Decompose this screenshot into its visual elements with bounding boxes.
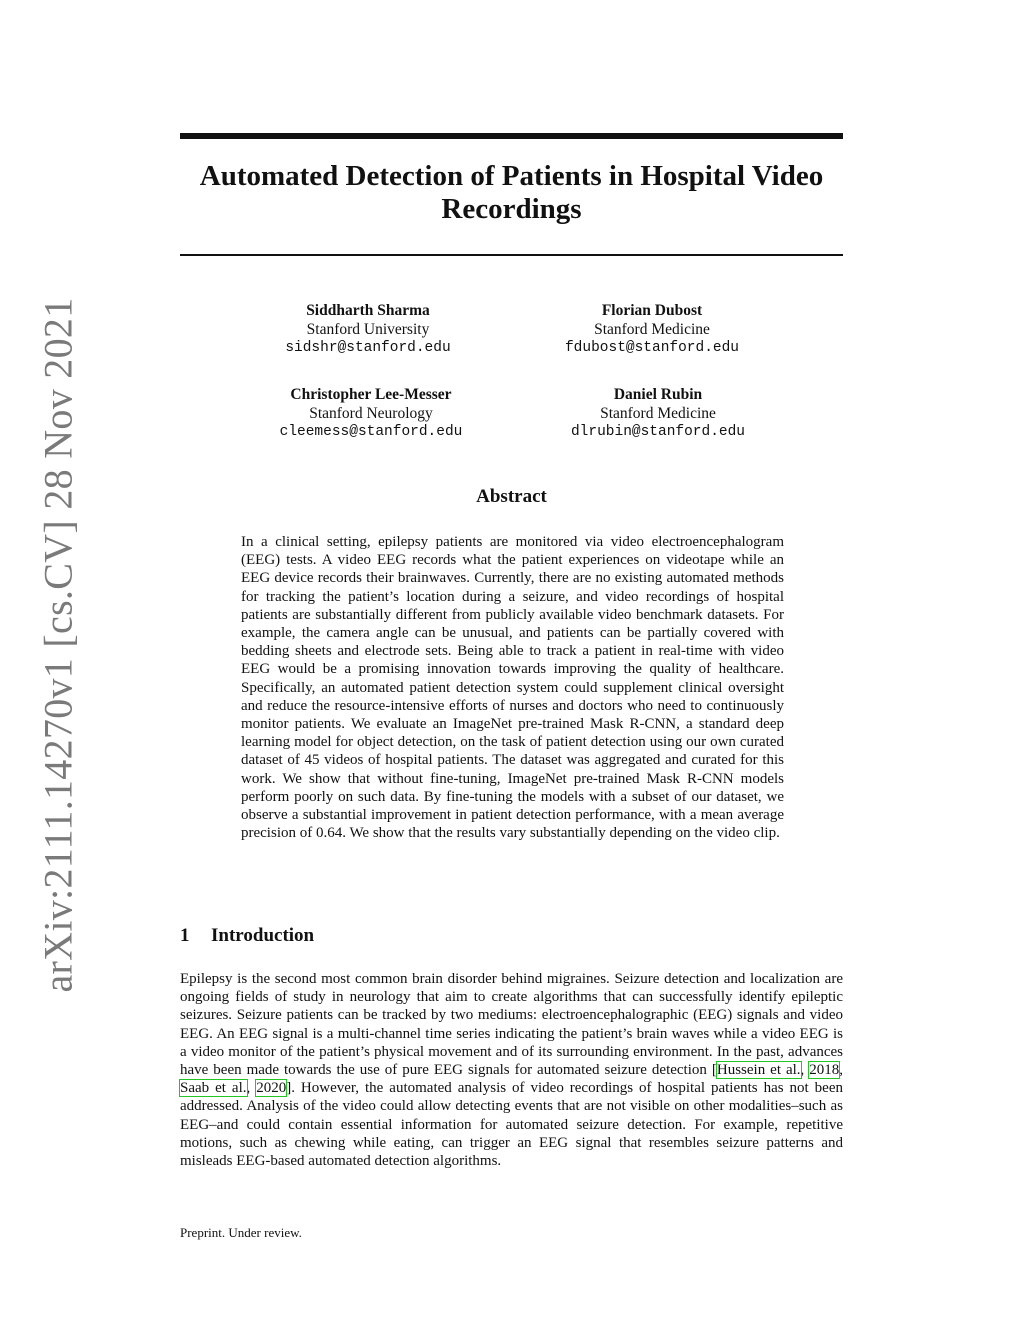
citation-link[interactable]: 2018 [809, 1062, 840, 1079]
author-email[interactable]: cleemess@stanford.edu [279, 424, 463, 440]
citation-link[interactable]: Saab et al. [180, 1080, 247, 1097]
paper-title: Automated Detection of Patients in Hospital Video Recordings [199, 160, 824, 225]
author-block-1 [218, 301, 518, 358]
author-block-3 [221, 385, 521, 442]
introduction-paragraph [180, 970, 843, 1170]
citation-separator: , [839, 1062, 843, 1079]
abstract-heading: Abstract [476, 486, 547, 507]
title-rule-top [180, 133, 843, 139]
arxiv-identifier: arXiv:2111.14270v1 [cs.CV] 28 Nov 2021 [35, 297, 81, 993]
author-email[interactable]: sidshr@stanford.edu [285, 340, 451, 356]
citation-separator: , [800, 1062, 810, 1079]
author-name: Siddharth Sharma [306, 302, 430, 319]
author-affiliation: Stanford Medicine [600, 405, 716, 422]
author-affiliation: Stanford Neurology [309, 405, 433, 422]
author-affiliation: Stanford University [306, 321, 430, 338]
author-block-4 [508, 385, 808, 442]
author-block-2 [502, 301, 802, 358]
footer-note: Preprint. Under review. [180, 1225, 302, 1240]
citation-link[interactable]: Hussein et al. [716, 1062, 801, 1079]
author-affiliation: Stanford Medicine [594, 321, 710, 338]
citation-separator: , [246, 1080, 257, 1097]
section-title: Introduction [211, 925, 315, 946]
author-name: Daniel Rubin [613, 386, 703, 403]
abstract-text: In a clinical setting, epilepsy patients are monitored via video electroencephalogram (EEG) tests. A video EEG records what the patient experiences on videotape while an EEG device records their brainwaves. Currently, there are no existing automated methods for tracking the patient’s location during a seizure, and video recordings of hospital patients are substantially different from publicly available video benchmark datasets. For example, the camera angle can be unusual, and patients can be partially covered with bedding sheets and electrode sets. Being able to track a patient in real-time with video EEG would be a promising innovation towards improving the quality of healthcare. Specifically, an automated patient detection system could supplement clinical oversight and reduce the resource-intensive efforts of nurses and doctors who need to continuously monitor patients. We evaluate an ImageNet pre-trained Mask R-CNN, a standard deep learning model for object detection, on the task of patient detection using our own curated dataset of 45 videos of hospital patients. The dataset was aggregated and curated for this work. We show that without fine-tuning, ImageNet pre-trained Mask R-CNN models perform poorly on such data. By fine-tuning the models with a subset of our dataset, we observe a substantial improvement in patient detection performance, with a mean average precision of 0.64. We show that the results vary substantially depending on the video clip. [241, 534, 784, 842]
intro-text-part-2: ]. However, the automated analysis of video recordings of hospital patients has not been addressed. Analysis of the video could allow detecting events that are not visible on other modalities–such as EEG–and could contain essential information for automated seizure detection. For example, repetitive motions, such as chewing while eating, can trigger an EEG signal that resembles seizure patterns and misleads EEG-based automated detection algorithms. [180, 1080, 844, 1170]
section-number: 1 [180, 925, 190, 946]
author-name: Florian Dubost [601, 302, 703, 319]
title-rule-bottom [180, 254, 843, 256]
section-heading-introduction [180, 925, 314, 947]
intro-text-part-1: Epilepsy is the second most common brain disorder behind migraines. Seizure detection and localization are ongoing fields of study in neurology that aim to create algorithms that can successfully identify epileptic seizures. Seizure patients can be tracked by two mediums: electroencephalographic (EEG) signals and video EEG. An EEG signal is a multi-channel time series indicating the patient’s brain waves while a video EEG is a video monitor of the patient’s physical movement and of its surrounding environment. In the past, advances have been made towards the use of pure EEG signals for automated seizure detection [ [180, 971, 843, 1079]
author-name: Christopher Lee-Messer [290, 386, 452, 403]
author-email[interactable]: fdubost@stanford.edu [564, 340, 740, 356]
author-email[interactable]: dlrubin@stanford.edu [570, 424, 746, 440]
citation-link[interactable]: 2020 [256, 1080, 287, 1097]
